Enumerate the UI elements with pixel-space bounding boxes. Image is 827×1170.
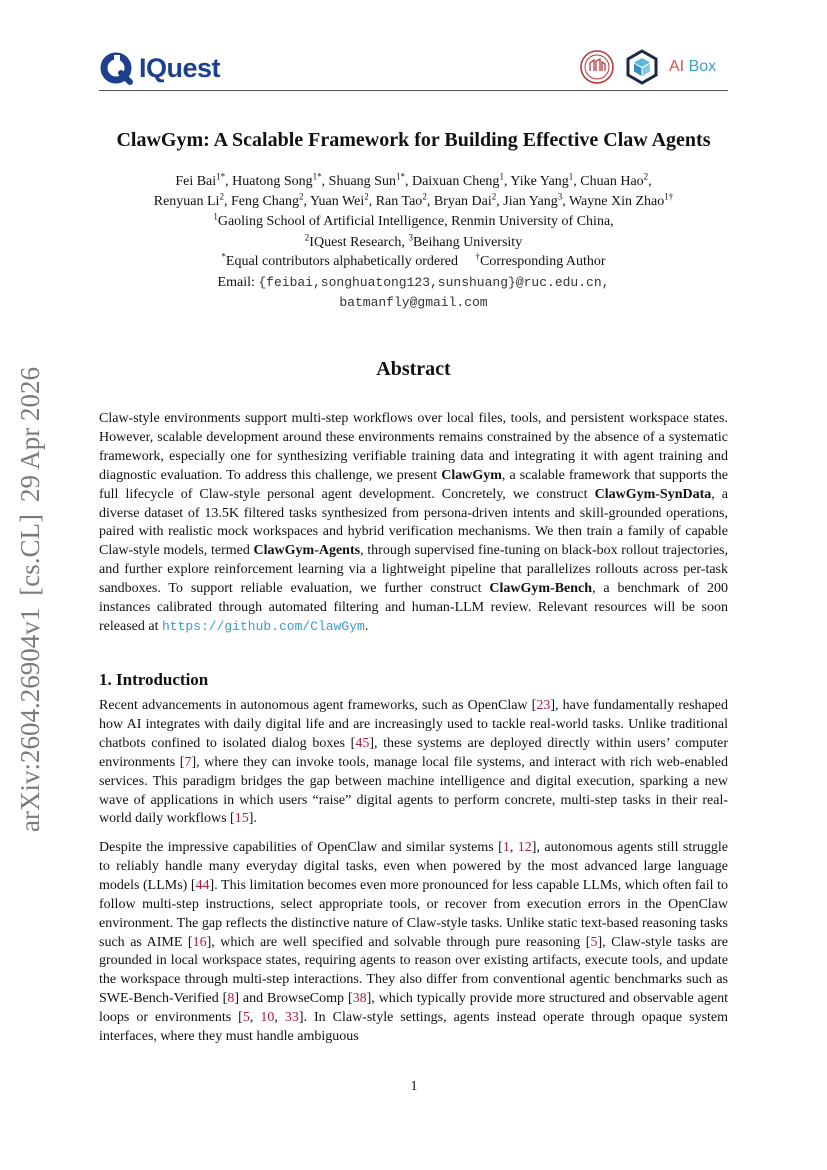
arxiv-stamp bbox=[15, 332, 46, 832]
iquest-logo bbox=[99, 49, 220, 87]
email-line-2 bbox=[60, 293, 767, 313]
author-name: Renyuan Li bbox=[153, 194, 220, 209]
github-link[interactable]: https://github.com/ClawGym bbox=[161, 618, 365, 634]
citation-link[interactable]: 33 bbox=[284, 1010, 299, 1026]
citation-link[interactable]: 16 bbox=[192, 934, 207, 950]
author-affiliation-mark: 2 bbox=[219, 191, 224, 202]
citation-link[interactable]: 5 bbox=[590, 934, 598, 950]
author-name: Feng Chang bbox=[230, 194, 300, 209]
author-name: Yuan Wei bbox=[310, 194, 365, 209]
author-name: Jian Yang bbox=[503, 194, 558, 209]
author-affiliation-mark: 1* bbox=[216, 171, 226, 182]
email-address-2[interactable]: batmanfly@gmail.com bbox=[339, 295, 488, 310]
page-number: 1 bbox=[410, 1079, 418, 1094]
header-rule bbox=[99, 90, 728, 91]
intro-paragraph-2: Despite the impressive capabilities of OpenClaw and similar systems [1, 12], autonomous agents still struggle to reliably handle many everyday digital tasks, even when powered by the most advanced large language models (LLMs) [44]. This limitation becomes even more pronounced for less capable LLMs, which often fail to follow multi-step instructions, select appropriate tools, or recover from execution errors in the OpenClaw environment. The gap reflects the distinctive nature of Claw-style tasks. Unlike static text-based reasoning tasks such as AIME [16], which are well specified and solvable through pure reasoning [5], Claw-style tasks are grounded in local workspace states, requiring agents to reason over existing artifacts, execute tools, and update the workspace through multi-step interactions. They also differ from conventional agentic benchmarks such as SWE-Bench-Verified [8] and BrowseComp [38], which typically provide more structured and observable agent loops or environments [5, 10, 33]. In Claw-style settings, agents instead operate through opaque system interfaces, where they must handle ambiguous bbox=[99, 840, 729, 1045]
author-affiliation-mark: 2 bbox=[364, 191, 369, 202]
author-name: Bryan Dai bbox=[433, 194, 492, 209]
author-name: Yike Yang bbox=[510, 174, 569, 189]
email-line-1: Email: {feibai,songhuatong123,sunshuang}@ruc.edu.cn, bbox=[217, 275, 610, 290]
citation-link[interactable]: 7 bbox=[184, 754, 192, 770]
arxiv-id: arXiv:2604.26904v1 bbox=[15, 607, 45, 832]
paper-title: ClawGym: A Scalable Framework for Building Effective Claw Agents bbox=[116, 129, 711, 151]
author-name: Chuan Hao bbox=[580, 174, 644, 189]
author-name: Wayne Xin Zhao bbox=[568, 194, 665, 209]
author-affiliation-mark: 1* bbox=[312, 171, 322, 182]
author-affiliation-mark: 1 bbox=[568, 171, 574, 182]
citation-link[interactable]: 15 bbox=[234, 811, 249, 827]
author-name: Huatong Song bbox=[232, 174, 313, 189]
citation-link[interactable]: 12 bbox=[517, 840, 532, 855]
author-affiliation-mark: 2 bbox=[643, 171, 649, 182]
author-affiliation-mark: 3 bbox=[557, 191, 563, 202]
author-affiliation-mark: 1 bbox=[499, 171, 504, 182]
author-name: Fei Bai bbox=[175, 174, 217, 189]
affiliation-line-1: $^1$Gaoling School of Artificial Intelligence, Renmin University of China, bbox=[213, 211, 614, 229]
author-name: Daixuan Cheng bbox=[411, 174, 500, 189]
iquest-logo-icon bbox=[99, 51, 133, 85]
abstract-heading: Abstract bbox=[376, 358, 451, 380]
aibox-logo-text: AI Box bbox=[669, 58, 717, 75]
citation-link[interactable]: 45 bbox=[355, 735, 370, 751]
university-seal-icon bbox=[579, 49, 615, 85]
partner-logos bbox=[579, 47, 716, 87]
authors-line-2: Renyuan Li$^2$, Feng Chang$^2$, Yuan Wei$^2$, Ran Tao$^2$, Bryan Dai$^2$, Jian Yang$^3$, Wayne Xin Zhao$^{1\dagger}$ bbox=[153, 191, 674, 209]
citation-link[interactable]: 10 bbox=[260, 1010, 275, 1026]
affiliation-line-2: $^2$IQuest Research, $^3$Beihang University bbox=[304, 232, 523, 250]
arxiv-category: [cs.CL] bbox=[15, 514, 45, 596]
intro-paragraph-1: Recent advancements in autonomous agent frameworks, such as OpenClaw [23], have fundamentally reshaped how AI integrates with daily digital life and are increasingly used to tackle real-world tasks. Unlike traditional chatbots confined to isolated dialog boxes [45], these systems are deployed directly within users’ computer environments [7], where they can invoke tools, manage local file systems, and interact with rich web-enabled services. This paradigm bridges the gap between machine intelligence and digital execution, sparking a new wave of applications in which users “raise” digital agents to perform concrete, multi-step tasks in their real-world daily workflows [15]. bbox=[99, 698, 729, 827]
email-addresses[interactable]: {feibai,songhuatong123,sunshuang}@ruc.edu.cn, bbox=[258, 275, 610, 290]
author-affiliation-mark: 2 bbox=[299, 191, 304, 202]
author-affiliation-mark: 1* bbox=[395, 171, 405, 182]
aibox-cube-icon bbox=[625, 49, 659, 85]
citation-link[interactable]: 23 bbox=[536, 698, 551, 713]
citation-link[interactable]: 5 bbox=[242, 1010, 250, 1026]
author-affiliation-mark: 2 bbox=[422, 191, 427, 202]
section-heading-introduction: 1. Introduction bbox=[99, 670, 209, 689]
arxiv-date: 29 Apr 2026 bbox=[15, 367, 45, 503]
author-affiliation-mark: 2 bbox=[491, 191, 497, 202]
author-name: Ran Tao bbox=[375, 194, 423, 209]
abstract-body: Claw-style environments support multi-step workflows over local files, tools, and persistent workspace states. However, scalable development around these environments remains constrained by the absence of a systematic framework, especially one for synthesizing verifiable training data and integrating it with agent training and diagnostic evaluation. To address this challenge, we present ClawGym, a scalable framework that supports the full lifecycle of Claw-style personal agent development. Concretely, we construct ClawGym-SynData, a diverse dataset of 13.5K filtered tasks synthesized from persona-driven intents and skill-grounded operations, paired with realistic mock workspaces and hybrid verification mechanisms. We then train a family of capable Claw-style models, termed ClawGym-Agents, through supervised fine-tuning on black-box rollout trajectories, and further explore reinforcement learning via a lightweight pipeline that parallelizes rollouts across per-task sandboxes. To support reliable evaluation, we further construct ClawGym-Bench, a benchmark of 200 instances calibrated through automated filtering and human-LLM review. Relevant resources will be soon released at https://github.com/ClawGym. bbox=[99, 411, 729, 634]
authors-line-1: Fei Bai$^{1*}$, Huatong Song$^{1*}$, Shuang Sun$^{1*}$, Daixuan Cheng$^1$, Yike Yang$^1$, Chuan Hao$^2$, bbox=[175, 171, 652, 189]
author-name: Shuang Sun bbox=[328, 174, 396, 189]
contribution-notes: *Equal contributors alphabetically ordered †Corresponding Author bbox=[221, 251, 606, 269]
citation-link[interactable]: 38 bbox=[352, 991, 367, 1007]
author-affiliation-mark: 1† bbox=[664, 191, 674, 202]
citation-link[interactable]: 1 bbox=[502, 840, 510, 855]
citation-link[interactable]: 44 bbox=[195, 877, 210, 893]
citation-link[interactable]: 8 bbox=[227, 991, 235, 1007]
iquest-logo-text: IQuest bbox=[139, 52, 221, 83]
